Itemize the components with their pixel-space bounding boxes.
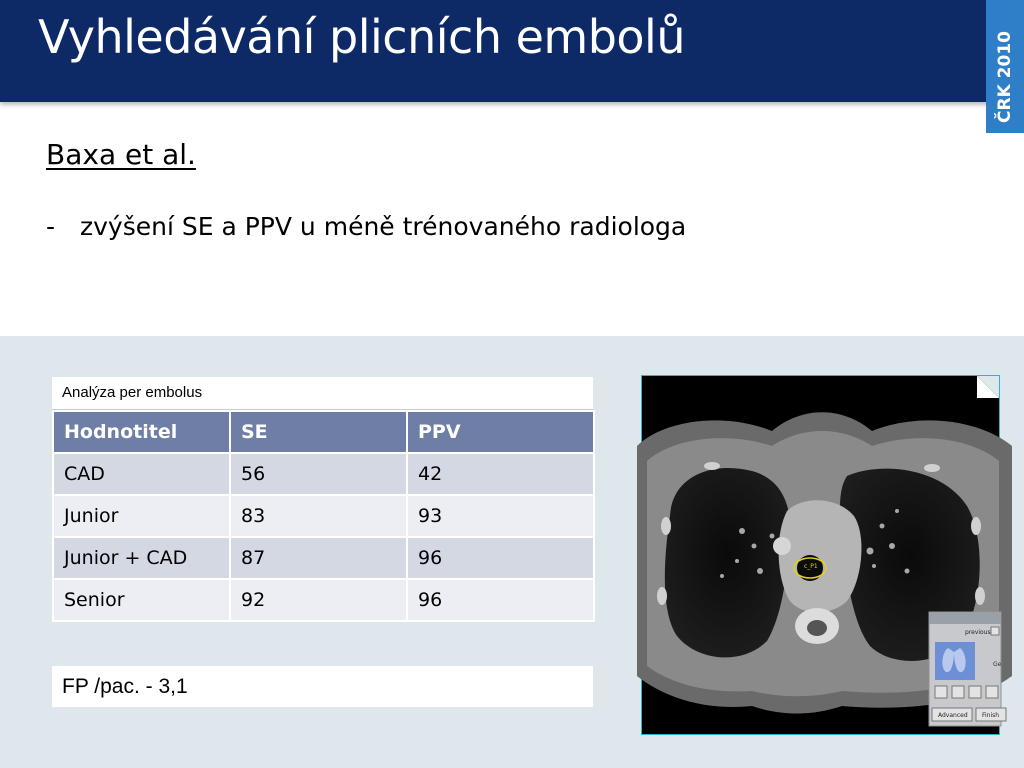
overlay-previous-label: previous <box>965 629 991 636</box>
title-bar <box>0 0 1024 102</box>
results-table <box>52 410 595 622</box>
bullet-dash: - <box>46 212 56 241</box>
table-cell: 42 <box>407 453 594 495</box>
table-header-row <box>53 411 594 453</box>
table-cell: 92 <box>230 579 407 621</box>
column-header-se: SE <box>230 411 407 453</box>
column-header-hodnotitel: Hodnotitel <box>53 411 230 453</box>
cad-overlay-panel <box>929 612 1006 726</box>
table-cell: Junior + CAD <box>53 537 230 579</box>
table-cell: Junior <box>53 495 230 537</box>
overlay-side-label: Ge <box>993 661 1002 668</box>
ct-scan-image <box>641 375 1000 735</box>
badge-label: ČRK 2010 <box>995 31 1015 124</box>
spinal-canal <box>807 620 827 636</box>
false-positive-note: FP /pac. - 3,1 <box>52 666 593 707</box>
bullet-point <box>46 212 686 241</box>
reference-title: Baxa et al. <box>46 138 196 171</box>
table-row <box>53 537 594 579</box>
table-row <box>53 453 594 495</box>
table-cell: Senior <box>53 579 230 621</box>
table-caption: Analýza per embolus <box>52 377 593 410</box>
right-lung <box>665 468 790 657</box>
slide-title: Vyhledávání plicních embolů <box>38 10 685 64</box>
table-row <box>53 495 594 537</box>
mediastinum <box>779 500 862 612</box>
table-cell: 93 <box>407 495 594 537</box>
column-header-ppv: PPV <box>407 411 594 453</box>
advanced-button-label: Advanced <box>938 712 968 719</box>
table-cell: 56 <box>230 453 407 495</box>
finish-button-label: Finish <box>982 712 1000 719</box>
ct-scan-graphic <box>642 376 1002 734</box>
table-cell: 83 <box>230 495 407 537</box>
table-cell: 87 <box>230 537 407 579</box>
vessel-right <box>773 537 791 555</box>
embolus-label: c_P1 <box>804 563 818 570</box>
bullet-text: zvýšení SE a PPV u méně trénovaného radiologa <box>80 212 687 241</box>
table-cell: CAD <box>53 453 230 495</box>
results-table-block <box>52 377 593 622</box>
table-cell: 96 <box>407 579 594 621</box>
table-row <box>53 579 594 621</box>
table-cell: 96 <box>407 537 594 579</box>
